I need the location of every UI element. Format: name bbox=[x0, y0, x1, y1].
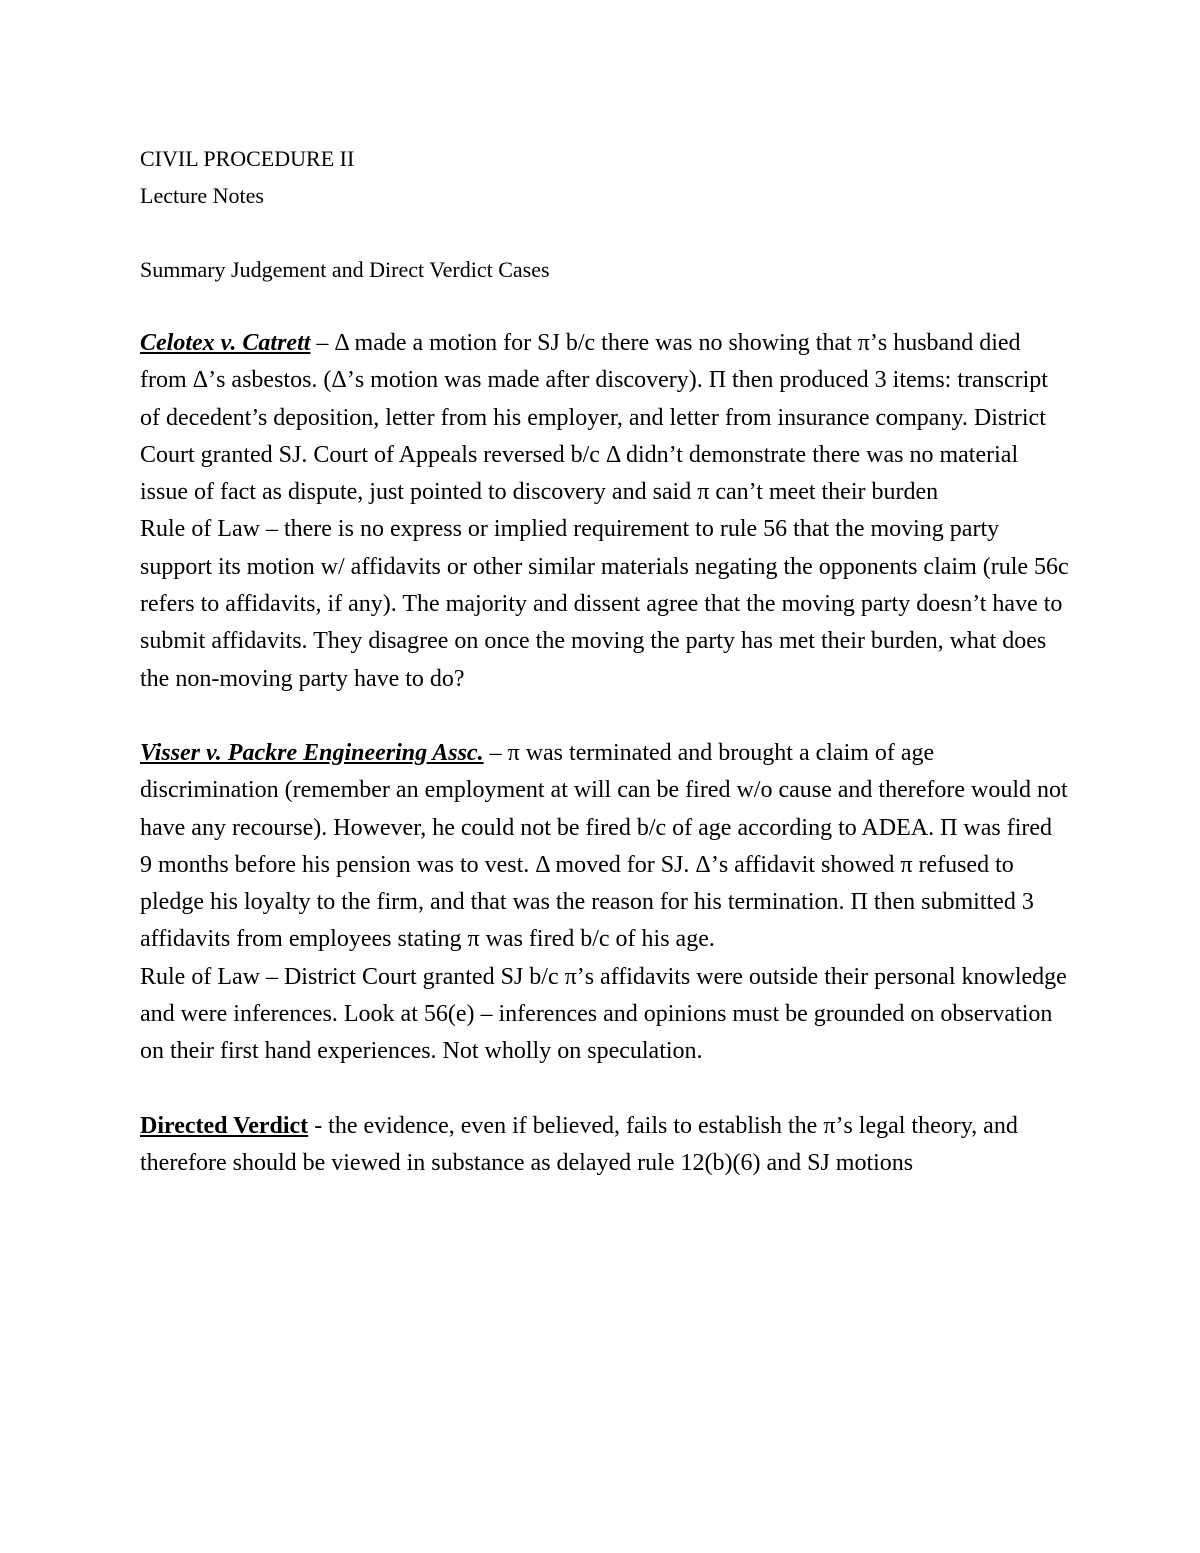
directed-verdict-term: Directed Verdict bbox=[140, 1112, 309, 1139]
spacer bbox=[140, 698, 1070, 735]
directed-verdict-paragraph bbox=[140, 1108, 1070, 1183]
spacer bbox=[140, 214, 1070, 251]
document-body bbox=[140, 140, 1070, 1182]
celotex-facts-text: – Δ made a motion for SJ b/c there was no showing that π’s husband died from Δ’s asbestos. (Δ’s motion was made after discovery). Π then produced 3 items: transcript of decedent’s deposition, letter from his employer, and letter from insurance company. District Court granted SJ. Court of Appeals reversed b/c Δ didn’t demonstrate there was no material issue of fact as dispute, just pointed to discovery and said π can’t meet their burden bbox=[140, 330, 1048, 506]
spacer bbox=[140, 288, 1070, 325]
document-subtitle: Lecture Notes bbox=[140, 183, 264, 208]
visser-facts-paragraph bbox=[140, 735, 1070, 959]
celotex-case-name: Celotex v. Catrett bbox=[140, 330, 311, 356]
celotex-rule-of-law: Rule of Law – there is no express or implied requirement to rule 56 that the moving party support its motion w/ affidavits or other similar materials negating the opponents claim (rule 56c refers to affidavits, if any). The majority and dissent agree that the moving party doesn’t have to submit affidavits. They disagree on once the moving the party has met their burden, what does the non-moving party have to do? bbox=[140, 516, 1069, 692]
directed-verdict-definition: - the evidence, even if believed, fails to establish the π’s legal theory, and therefore should be viewed in substance as delayed rule 12(b)(6) and SJ motions bbox=[140, 1112, 1018, 1176]
visser-case-name: Visser v. Packre Engineering Assc. bbox=[140, 739, 484, 766]
topic-heading: Summary Judgement and Direct Verdict Cases bbox=[140, 257, 550, 282]
visser-rule-of-law: Rule of Law – District Court granted SJ b/c π’s affidavits were outside their personal knowledge and were inferences. Look at 56(e) – inferences and opinions must be grounded on observation on their first hand experiences. Not wholly on speculation. bbox=[140, 963, 1067, 1065]
celotex-facts-paragraph bbox=[140, 325, 1070, 511]
course-title: CIVIL PROCEDURE II bbox=[140, 146, 355, 171]
spacer bbox=[140, 1071, 1070, 1108]
visser-facts-text: – π was terminated and brought a claim of age discrimination (remember an employment at will can be fired w/o cause and therefore would not have any recourse). However, he could not be fired b/c of age according to ADEA. Π was fired 9 months before his pension was to vest. Δ moved for SJ. Δ’s affidavit showed π refused to pledge his loyalty to the firm, and that was the reason for his termination. Π then submitted 3 affidavits from employees stating π was fired b/c of his age. bbox=[140, 739, 1068, 953]
